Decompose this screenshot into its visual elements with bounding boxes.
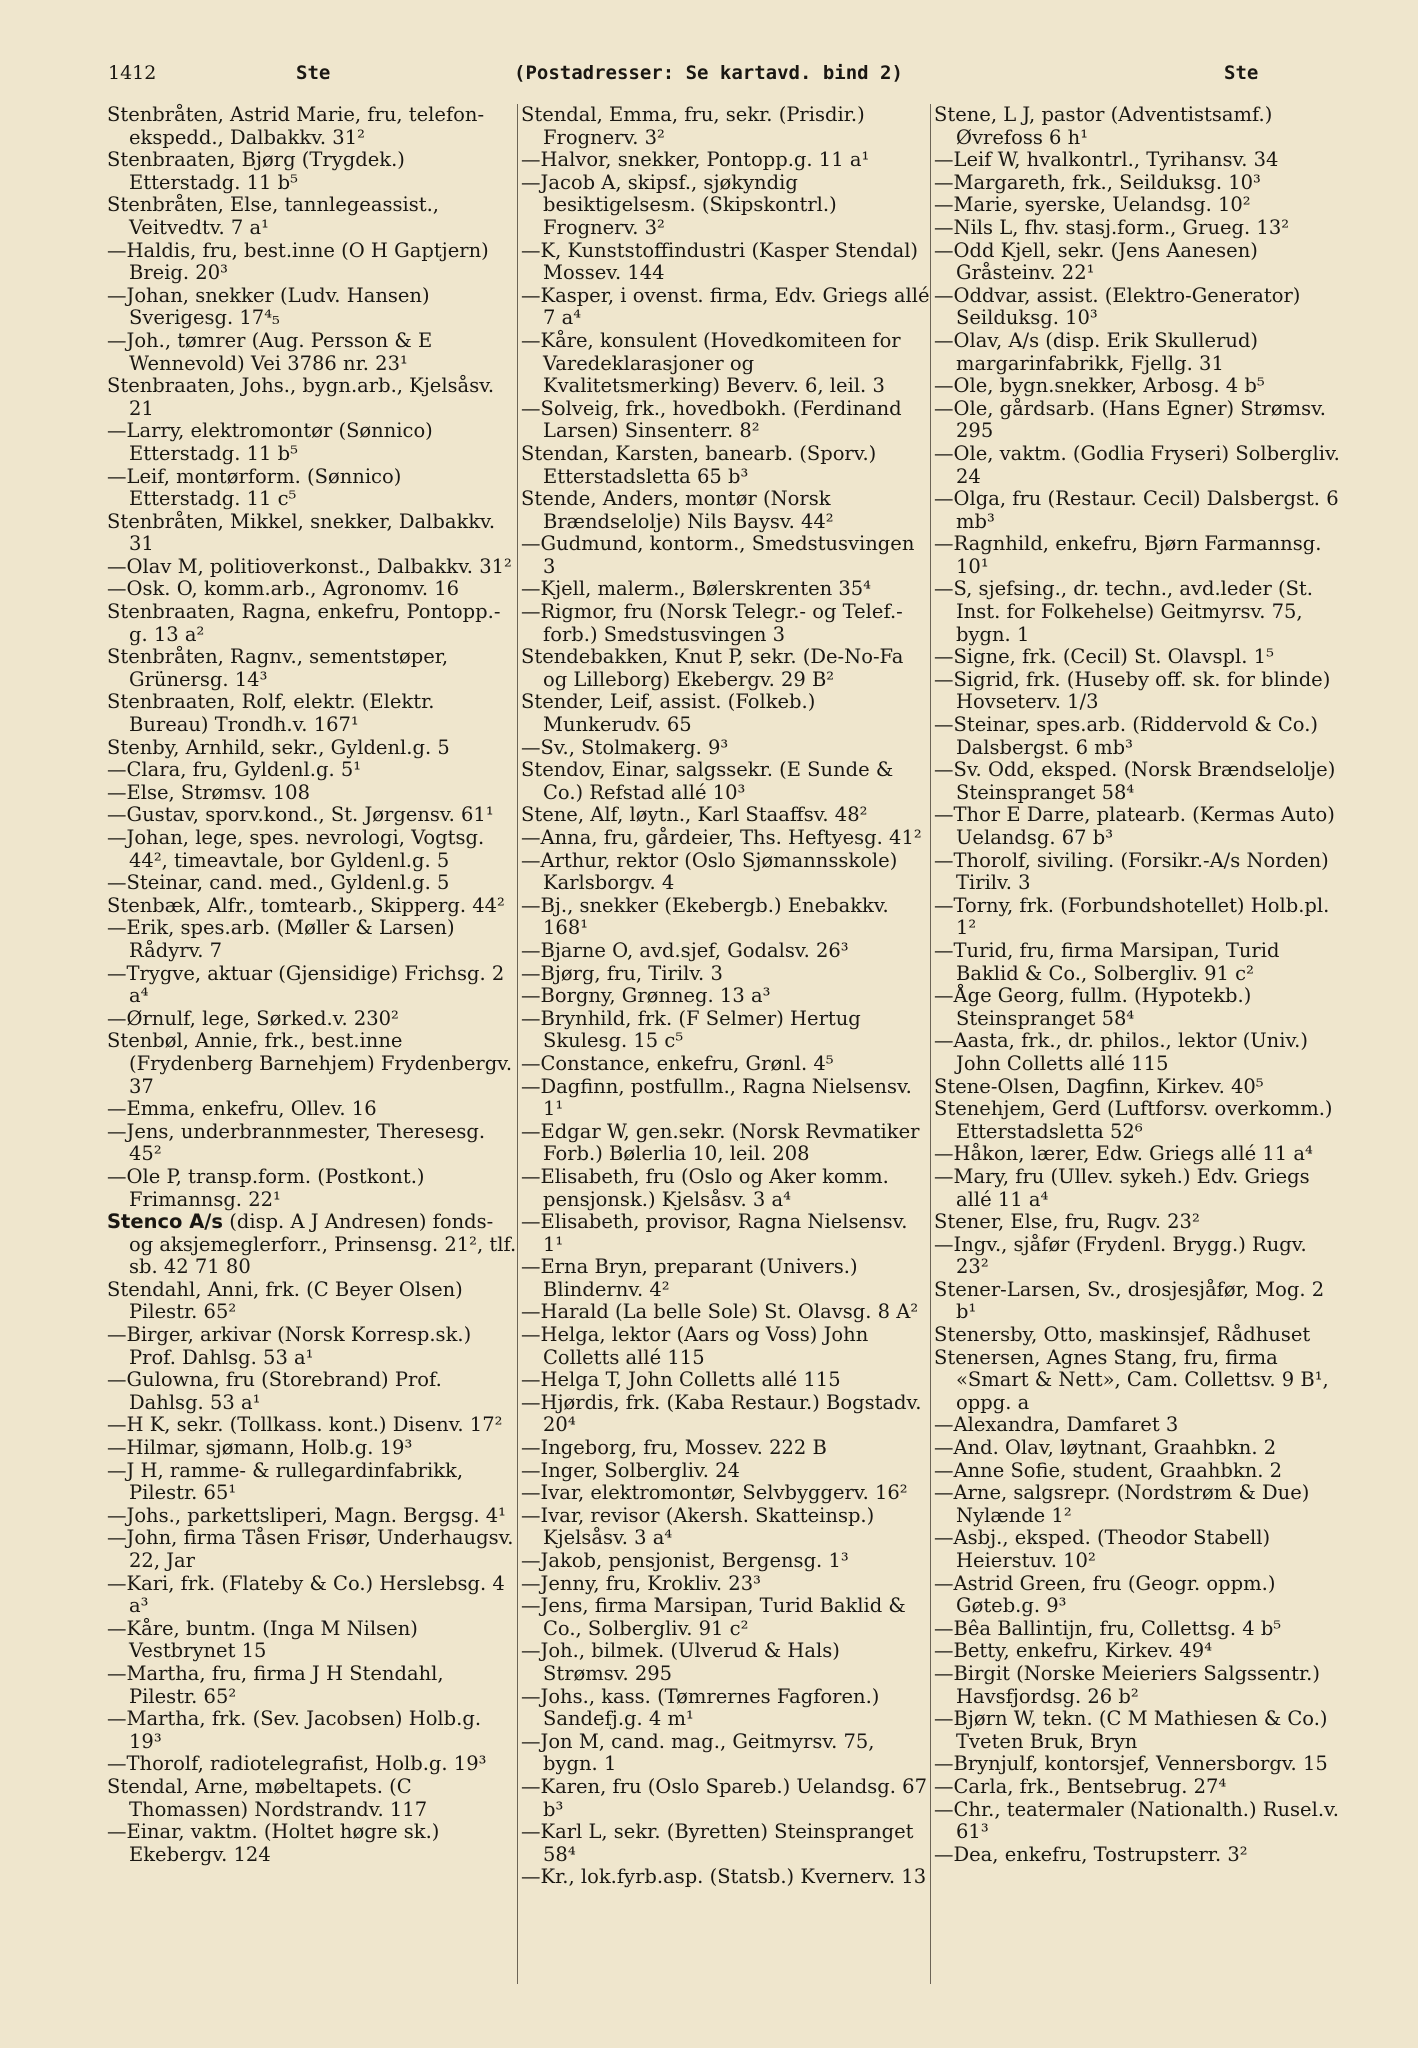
entry-text: Stenbraaten, Rolf, elektr. (Elektr. Bureau) Trondh.v. 167¹ <box>107 690 435 737</box>
entry-text: —Bj., snekker (Ekebergb.) Enebakkv. 168¹ <box>521 893 889 940</box>
directory-entry <box>934 375 1344 398</box>
directory-entry <box>521 1866 931 1889</box>
entry-text: Stener-Larsen, Sv., drosjesjåfør, Mog. 2 b¹ <box>934 1277 1325 1324</box>
entry-text: —Brynhild, frk. (F Selmer) Hertug Skulesg. 15 c⁵ <box>521 1006 861 1053</box>
entry-text: —Johan, lege, spes. nevrologi, Vogtsg. 44², timeavtale, bor Gyldenl.g. 5 <box>107 826 485 872</box>
directory-entry <box>934 285 1344 330</box>
entry-text: —Karl L, sekr. (Byretten) Steinspranget 58⁴ <box>521 1820 914 1866</box>
directory-entry <box>107 1369 517 1414</box>
directory-entry <box>521 1686 931 1731</box>
entry-text: —Helga T, John Colletts allé 115 <box>521 1368 841 1392</box>
entry-text: —Brynjulf, kontorsjef, Vennersborgv. 15 <box>934 1752 1328 1776</box>
entry-text: —Ingeborg, fru, Mossev. 222 B <box>521 1436 827 1460</box>
directory-entry <box>934 1437 1344 1460</box>
entry-text: —Arthur, rektor (Oslo Sjømannsskole) Karlsborgv. 4 <box>521 848 898 895</box>
entry-text: —Gustav, sporv.kond., St. Jørgensv. 61¹ <box>107 803 494 827</box>
directory-entry <box>107 1098 517 1121</box>
entry-text: —Elisabeth, provisor, Ragna Nielsensv. 1¹ <box>521 1210 908 1256</box>
entry-text: —Odd Kjell, sekr. (Jens Aanesen) Gråsteinv. 22¹ <box>934 238 1258 285</box>
directory-entry <box>934 1211 1344 1234</box>
entry-text: —John, firma Tåsen Frisør, Underhaugsv. 22, Jar <box>107 1526 514 1572</box>
directory-entry <box>934 398 1344 443</box>
directory-entry <box>934 669 1344 714</box>
entry-text: —Steinar, spes.arb. (Riddervold & Co.) Dalsbergst. 6 mb³ <box>934 713 1319 759</box>
directory-entry <box>934 1166 1344 1211</box>
entry-text: Stenbraaten, Ragna, enkefru, Pontopp.-g. 13 a² <box>107 600 501 646</box>
directory-entry <box>934 1640 1344 1663</box>
directory-entry <box>521 240 931 285</box>
directory-entry <box>107 1708 517 1753</box>
entry-text: —H K, sekr. (Tollkass. kont.) Disenv. 17² <box>107 1413 503 1437</box>
entry-text: —Ragnhild, enkefru, Bjørn Farmannsg. 10¹ <box>934 532 1322 578</box>
directory-entry <box>107 1121 517 1166</box>
directory-entry <box>107 1030 517 1098</box>
header-center-note: (Postadresser: Se kartavd. bind 2) <box>514 62 903 84</box>
entry-text: —Johan, snekker (Ludv. Hansen) Sverigesg. 17⁴₅ <box>107 283 430 330</box>
entry-text: —Johs., parkettsliperi, Magn. Bergsg. 4¹ <box>107 1503 506 1527</box>
entry-text: —K, Kunststoffindustri (Kasper Stendal) Mossev. 144 <box>521 238 919 285</box>
entry-text: —S, sjefsing., dr. techn., avd.leder (St. Inst. for Folkehelse) Geitmyrsv. 75, bygn. 1 <box>934 577 1313 646</box>
entry-text: —Martha, fru, firma J H Stendahl, Pilestr. 65² <box>107 1661 444 1708</box>
directory-entry <box>934 217 1344 240</box>
entry-text: —Asbj., eksped. (Theodor Stabell) Heierstuv. 10² <box>934 1526 1271 1572</box>
directory-entry <box>521 1460 931 1483</box>
entry-text: —Dea, enkefru, Tostrupsterr. 3² <box>934 1842 1248 1866</box>
directory-entry <box>521 601 931 646</box>
entry-text: —Betty, enkefru, Kirkev. 49⁴ <box>934 1639 1213 1663</box>
entry-text: —Hjørdis, frk. (Kaba Restaur.) Bogstadv. 20⁴ <box>521 1390 922 1437</box>
directory-entry <box>107 1776 517 1821</box>
entry-text: —Kasper, i ovenst. firma, Edv. Griegs allé 7 a⁴ <box>521 283 930 330</box>
directory-entry <box>934 1076 1344 1099</box>
directory-entry <box>934 488 1344 533</box>
entry-text: —Margareth, frk., Seilduksg. 10³ <box>934 170 1261 194</box>
directory-entry <box>107 737 517 760</box>
directory-entry <box>934 1324 1344 1347</box>
directory-entry <box>934 1482 1344 1527</box>
entry-text: —Anna, fru, gårdeier, Ths. Heftyesg. 41² <box>521 826 922 849</box>
directory-entry <box>934 1527 1344 1572</box>
directory-entry <box>934 1098 1344 1143</box>
entry-text: —Mary, fru (Ullev. sykeh.) Edv. Griegs allé 11 a⁴ <box>934 1164 1310 1211</box>
directory-entry <box>521 737 931 760</box>
directory-entry <box>107 330 517 375</box>
entry-text: Stende, Anders, montør (Norsk Brændselolje) Nils Baysv. 44² <box>521 487 834 533</box>
entry-text: Stenersen, Agnes Stang, fru, firma «Smart & Nett», Cam. Collettsv. 9 B¹, oppg. a <box>934 1345 1329 1414</box>
directory-entry <box>107 375 517 420</box>
entry-text: —Sigrid, frk. (Huseby off. sk. for blinde) Hovseterv. 1/3 <box>934 667 1331 714</box>
entry-text: Stener, Else, fru, Rugv. 23² <box>934 1210 1200 1234</box>
directory-entry <box>521 804 931 827</box>
entry-text: —Erna Bryn, preparant (Univers.) Blindernv. 4² <box>521 1255 858 1301</box>
column-1 <box>107 104 517 1866</box>
directory-entry <box>107 1324 517 1369</box>
directory-entry <box>107 285 517 330</box>
directory-entry <box>934 172 1344 195</box>
directory-entry <box>107 194 517 239</box>
entry-text: —Steinar, cand. med., Gyldenl.g. 5 <box>107 871 450 895</box>
column-2 <box>521 104 931 1889</box>
directory-entry <box>934 1279 1344 1324</box>
entry-text: —Johs., kass. (Tømrernes Fagforen.) Sandefj.g. 4 m¹ <box>521 1684 880 1731</box>
directory-entry <box>934 578 1344 646</box>
directory-entry <box>107 1663 517 1708</box>
entry-text: —Kåre, buntm. (Inga M Nilsen) Vestbrynet 15 <box>107 1616 418 1663</box>
directory-entry <box>521 285 931 330</box>
entry-text: —Jon M, cand. mag., Geitmyrsv. 75, bygn. 1 <box>521 1729 875 1776</box>
directory-entry <box>934 104 1344 149</box>
entry-text: —Signe, frk. (Cecil) St. Olavspl. 1⁵ <box>934 645 1274 669</box>
entry-text: Stene-Olsen, Dagfinn, Kirkev. 40⁵ <box>934 1074 1264 1098</box>
directory-entry <box>107 1437 517 1460</box>
directory-entry <box>521 578 931 601</box>
directory-entry <box>521 1821 931 1866</box>
entry-text: —Bêa Ballintijn, fru, Collettsg. 4 b⁵ <box>934 1616 1282 1640</box>
directory-entry <box>521 1731 931 1776</box>
directory-entry <box>521 1776 931 1821</box>
entry-text: —Trygve, aktuar (Gjensidige) Frichsg. 2 a⁴ <box>107 961 505 1008</box>
directory-entry <box>521 940 931 963</box>
entry-text: —Gudmund, kontorm., Smedstusvingen 3 <box>521 532 915 578</box>
entry-text: Stender, Leif, assist. (Folkeb.) Munkerudv. 65 <box>521 690 816 737</box>
directory-entry <box>934 1844 1344 1867</box>
directory-entry <box>934 443 1344 488</box>
directory-entry <box>107 578 517 601</box>
directory-entry <box>521 1121 931 1166</box>
entry-text: —And. Olav, løytnant, Graahbkn. 2 <box>934 1436 1277 1460</box>
directory-entry <box>934 850 1344 895</box>
directory-entry <box>521 1301 931 1324</box>
entry-text: —Kari, frk. (Flateby & Co.) Herslebsg. 4 a³ <box>107 1571 505 1618</box>
directory-entry <box>934 759 1344 804</box>
entry-text: —Rigmor, fru (Norsk Telegr.- og Telef.-forb.) Smedstusvingen 3 <box>521 600 903 646</box>
entry-text: —Turid, fru, firma Marsipan, Turid Baklid & Co., Solbergliv. 91 c² <box>934 938 1280 985</box>
entry-text: —Joh., tømrer (Aug. Persson & E Wennevold) Vei 3786 nr. 23¹ <box>107 328 433 375</box>
directory-entry <box>521 850 931 895</box>
entry-text: —Arne, salgsrepr. (Nordstrøm & Due) Nylænde 1² <box>934 1481 1310 1527</box>
entry-text: —Bjørg, fru, Tirilv. 3 <box>521 961 723 985</box>
entry-text: Stendahl, Anni, frk. (C Beyer Olsen) Pilestr. 65² <box>107 1277 463 1324</box>
entry-text: Stendov, Einar, salgssekr. (E Sunde & Co.) Refstad allé 10³ <box>521 758 894 804</box>
directory-entry <box>107 1505 517 1528</box>
entry-text: Stendal, Arne, møbeltapets. (C Thomassen) Nordstrandv. 117 <box>107 1774 428 1821</box>
entry-text: —Ole, vaktm. (Godlia Fryseri) Solbergliv. 24 <box>934 441 1340 488</box>
directory-entry <box>934 1573 1344 1618</box>
entry-text: —Olav, A/s (disp. Erik Skullerud) margarinfabrikk, Fjellg. 31 <box>934 328 1259 375</box>
entry-text: —Haldis, fru, best.inne (O H Gaptjern) Breig. 20³ <box>107 238 489 285</box>
entry-text: —Clara, fru, Gyldenl.g. 5¹ <box>107 758 362 782</box>
directory-entry <box>521 1640 931 1685</box>
entry-text: —Helga, lektor (Aars og Voss) John Colletts allé 115 <box>521 1323 869 1369</box>
entry-text: Stenersby, Otto, maskinsjef, Rådhuset <box>934 1323 1311 1347</box>
directory-entry <box>107 827 517 872</box>
entry-text: —Alexandra, Damfaret 3 <box>934 1413 1179 1437</box>
entry-text: —Bjørn W, tekn. (C M Mathiesen & Co.) Tveten Bruk, Bryn <box>934 1707 1328 1753</box>
directory-entry <box>107 601 517 646</box>
entry-text: —Thorolf, siviling. (Forsikr.-A/s Norden) Tirilv. 3 <box>934 848 1329 895</box>
entry-text: Stenco A/s <box>107 1210 224 1234</box>
directory-entry <box>521 1595 931 1640</box>
directory-entry <box>521 1076 931 1121</box>
directory-entry <box>934 1663 1344 1708</box>
directory-entry <box>521 1053 931 1076</box>
entry-text: —Sv. Odd, eksped. (Norsk Brændselolje) Steinspranget 58⁴ <box>934 758 1336 804</box>
entry-text: Stendebakken, Knut P, sekr. (De-No-Fa og Lilleborg) Ekebergv. 29 B² <box>521 645 904 691</box>
entry-text: —Ole P, transp.form. (Postkont.) Frimannsg. 22¹ <box>107 1164 425 1211</box>
entry-text: —Edgar W, gen.sekr. (Norsk Revmatiker Forb.) Bølerlia 10, leil. 208 <box>521 1119 920 1166</box>
directory-entry <box>934 646 1344 669</box>
directory-entry <box>521 1256 931 1301</box>
entry-text: —Solveig, frk., hovedbokh. (Ferdinand Larsen) Sinsenterr. 8² <box>521 396 902 443</box>
entry-text: —Inger, Solbergliv. 24 <box>521 1458 740 1482</box>
entry-text: Stenbråten, Else, tannlegeassist., Veitvedtv. 7 a¹ <box>107 193 439 239</box>
entry-text: —Marie, syerske, Uelandsg. 10² <box>934 193 1251 217</box>
entry-text: —Karen, fru (Oslo Spareb.) Uelandsg. 67 b³ <box>521 1774 927 1821</box>
directory-entry <box>521 691 931 736</box>
directory-entry <box>934 804 1344 849</box>
directory-entry <box>521 963 931 986</box>
directory-entry <box>521 1369 931 1392</box>
directory-entry <box>107 1279 517 1324</box>
entry-text: —Åge Georg, fullm. (Hypotekb.) Steinspranget 58⁴ <box>934 984 1252 1030</box>
directory-entry <box>107 240 517 285</box>
entry-text: —Jens, underbrannmester, Theresesg. 45² <box>107 1119 486 1166</box>
directory-entry <box>521 895 931 940</box>
entry-text: —Ivar, revisor (Akersh. Skatteinsp.) Kjelsåsv. 3 a⁴ <box>521 1503 875 1550</box>
entry-text: —Ole, gårdsarb. (Hans Egner) Strømsv. 295 <box>934 396 1327 443</box>
entry-text: —Sv., Stolmakerg. 9³ <box>521 735 729 759</box>
entry-text: Stenbråten, Mikkel, snekker, Dalbakkv. 31 <box>107 509 496 556</box>
directory-entry <box>521 1505 931 1550</box>
directory-entry <box>521 1324 931 1369</box>
directory-entry <box>934 149 1344 172</box>
directory-entry <box>521 443 931 488</box>
directory-entry <box>521 1437 931 1460</box>
entry-text: Stenbråten, Astrid Marie, fru, telefon-ekspedd., Dalbakkv. 31² <box>107 103 485 149</box>
directory-entry <box>107 963 517 1008</box>
entry-rest: (disp. A J Andresen) fonds- og aksjemeglerforr., Prinsensg. 21², tlf. sb. 42 71 80 <box>129 1210 517 1279</box>
directory-entry <box>521 398 931 443</box>
entry-text: —Osk. O, komm.arb., Agronomv. 16 <box>107 577 460 601</box>
directory-entry <box>934 240 1344 285</box>
entry-text: Stenbøl, Annie, frk., best.inne (Frydenberg Barnehjem) Frydenbergv. 37 <box>107 1029 513 1098</box>
entry-text: Stenbraaten, Johs., bygn.arb., Kjelsåsv. 21 <box>107 374 495 420</box>
entry-text: Stendal, Emma, fru, sekr. (Prisdir.) Frognerv. 3² <box>521 103 865 149</box>
directory-entry <box>521 646 931 691</box>
entry-text: —Birger, arkivar (Norsk Korresp.sk.) Prof. Dahlsg. 53 a¹ <box>107 1323 472 1369</box>
entry-text: —Jenny, fru, Krokliv. 23³ <box>521 1571 761 1595</box>
directory-entry <box>521 149 931 172</box>
entry-text: —Hilmar, sjømann, Holb.g. 19³ <box>107 1436 413 1460</box>
directory-entry <box>107 1414 517 1437</box>
entry-text: Stenby, Arnhild, sekr., Gyldenl.g. 5 <box>107 735 450 759</box>
directory-entry <box>521 1166 931 1211</box>
entry-text: —Constance, enkefru, Grønl. 4⁵ <box>521 1051 834 1075</box>
entry-text: —Olav M, politioverkonst., Dalbakkv. 31² <box>107 554 512 578</box>
directory-entry <box>107 646 517 691</box>
directory-entry <box>107 1527 517 1572</box>
entry-text: Stenehjem, Gerd (Luftforsv. overkomm.) Etterstadsletta 52⁶ <box>934 1097 1333 1143</box>
directory-entry <box>107 1618 517 1663</box>
directory-entry <box>934 1799 1344 1844</box>
entry-text: —Nils L, fhv. stasj.form., Grueg. 13² <box>934 215 1290 239</box>
directory-entry <box>521 1573 931 1596</box>
entry-text: —Borgny, Grønneg. 13 a³ <box>521 984 771 1008</box>
entry-text: —Harald (La belle Sole) St. Olavsg. 8 A² <box>521 1300 919 1324</box>
directory-entry <box>107 1166 517 1211</box>
directory-entry <box>934 1030 1344 1075</box>
entry-text: —Jacob A, skipsf., sjøkyndig besiktigelsesm. (Skipskontrl.) Frognerv. 3² <box>521 170 837 239</box>
directory-entry <box>107 556 517 579</box>
entry-text: Stene, L J, pastor (Adventistsamf.) Øvrefoss 6 h¹ <box>934 103 1273 149</box>
entry-text: —Joh., bilmek. (Ulverud & Hals) Strømsv. 295 <box>521 1639 840 1685</box>
entry-text: —Halvor, snekker, Pontopp.g. 11 a¹ <box>521 148 870 172</box>
entry-text: —Larry, elektromontør (Sønnico) Etterstadg. 11 b⁵ <box>107 419 433 465</box>
directory-entry <box>934 1618 1344 1641</box>
directory-entry <box>934 1753 1344 1776</box>
directory-entry <box>521 1211 931 1256</box>
entry-text: —Jakob, pensjonist, Bergensg. 1³ <box>521 1549 849 1572</box>
directory-entry <box>521 1482 931 1505</box>
entry-text: —Thorolf, radiotelegrafist, Holb.g. 19³ <box>107 1752 487 1776</box>
directory-entry <box>521 1392 931 1437</box>
directory-entry <box>934 1234 1344 1279</box>
entry-text: —Else, Strømsv. 108 <box>107 780 310 804</box>
entry-text: —Håkon, lærer, Edw. Griegs allé 11 a⁴ <box>934 1142 1313 1166</box>
entry-text: —Olga, fru (Restaur. Cecil) Dalsbergst. 6 mb³ <box>934 487 1339 533</box>
entry-text: —Birgit (Norske Meieriers Salgssentr.) Havsfjordsg. 26 b² <box>934 1661 1320 1708</box>
directory-entry <box>521 1550 931 1573</box>
directory-entry <box>107 917 517 962</box>
entry-text: —Gulowna, fru (Storebrand) Prof. Dahlsg. 53 a¹ <box>107 1368 442 1414</box>
entry-text: —Thor E Darre, platearb. (Kermas Auto) Uelandsg. 67 b³ <box>934 803 1335 849</box>
directory-entry <box>934 1414 1344 1437</box>
entry-text: —Einar, vaktm. (Holtet høgre sk.) Ekebergv. 124 <box>107 1820 440 1866</box>
entry-text: —Leif W, hvalkontrl., Tyrihansv. 34 <box>934 148 1279 172</box>
entry-text: —Oddvar, assist. (Elektro-Generator) Seilduksg. 10³ <box>934 283 1301 330</box>
directory-entry <box>934 940 1344 985</box>
entry-text: —Ole, bygn.snekker, Arbosg. 4 b⁵ <box>934 374 1265 398</box>
directory-entry <box>521 172 931 240</box>
column-divider <box>517 104 518 1984</box>
directory-entry <box>934 1776 1344 1799</box>
entry-text: —Anne Sofie, student, Graahbkn. 2 <box>934 1458 1283 1482</box>
directory-entry <box>107 1008 517 1031</box>
directory-entry <box>521 1008 931 1053</box>
directory-entry <box>934 895 1344 940</box>
entry-text: —Kr., lok.fyrb.asp. (Statsb.) Kvernerv. 13 <box>521 1865 927 1889</box>
entry-text: —Leif, montørform. (Sønnico) Etterstadg. 11 c⁵ <box>107 464 402 511</box>
directory-entry <box>934 1143 1344 1166</box>
directory-entry <box>107 782 517 805</box>
directory-entry <box>107 895 517 918</box>
directory-entry <box>107 149 517 194</box>
entry-text: —Elisabeth, fru (Oslo og Aker komm. pensjonsk.) Kjelsåsv. 3 a⁴ <box>521 1164 889 1211</box>
directory-entry <box>107 420 517 465</box>
entry-text: —Kåre, konsulent (Hovedkomiteen for Varedeklarasjoner og Kvalitetsmerking) Beverv. 6, leil. 3 <box>521 328 901 398</box>
entry-text: —Kjell, malerm., Bølerskrenten 35⁴ <box>521 577 872 601</box>
header-right-keyword: Ste <box>1224 62 1259 84</box>
directory-entry <box>934 330 1344 375</box>
entry-text: —Dagfinn, postfullm., Ragna Nielsensv. 1¹ <box>521 1074 912 1121</box>
directory-entry <box>521 104 931 149</box>
directory-entry <box>107 1573 517 1618</box>
entry-text: —Torny, frk. (Forbundshotellet) Holb.pl. 1² <box>934 893 1330 940</box>
directory-entry <box>934 1347 1344 1415</box>
directory-entry <box>107 1753 517 1776</box>
entry-text: —Martha, frk. (Sev. Jacobsen) Holb.g. 19³ <box>107 1707 482 1753</box>
directory-entry <box>107 511 517 556</box>
directory-entry <box>934 985 1344 1030</box>
directory-entry <box>107 1211 517 1279</box>
directory-entry <box>107 759 517 782</box>
entry-text: —J H, ramme- & rullegardinfabrikk, Pilestr. 65¹ <box>107 1458 464 1505</box>
directory-entry <box>521 827 931 850</box>
directory-entry <box>107 804 517 827</box>
entry-text: —Bjarne O, avd.sjef, Godalsv. 26³ <box>521 938 849 962</box>
directory-entry <box>107 1460 517 1505</box>
entry-text: Stendan, Karsten, banearb. (Sporv.) Etterstadsletta 65 b³ <box>521 441 877 488</box>
directory-entry <box>521 985 931 1008</box>
entry-text: —Emma, enkefru, Ollev. 16 <box>107 1097 377 1121</box>
entry-text: Stenbæk, Alfr., tomtearb., Skipperg. 44² <box>107 893 505 917</box>
directory-entry <box>107 466 517 511</box>
entry-text: —Ingv., sjåfør (Frydenl. Brygg.) Rugv. 23² <box>934 1232 1307 1279</box>
entry-text: —Erik, spes.arb. (Møller & Larsen) Rådyrv. 7 <box>107 916 455 962</box>
column-3 <box>934 104 1344 1866</box>
page-header <box>104 62 1334 92</box>
header-left-keyword: Ste <box>296 62 331 84</box>
entry-text: —Ørnulf, lege, Sørked.v. 230² <box>107 1006 399 1030</box>
directory-entry <box>934 714 1344 759</box>
entry-text: —Astrid Green, fru (Geogr. oppm.) Gøteb.g. 9³ <box>934 1571 1276 1618</box>
entry-text: —Carla, frk., Bentsebrug. 27⁴ <box>934 1774 1227 1798</box>
entry-text: —Ivar, elektromontør, Selvbyggerv. 16² <box>521 1481 908 1505</box>
entry-text: Stene, Alf, løytn., Karl Staaffsv. 48² <box>521 803 868 827</box>
directory-entry <box>107 104 517 149</box>
directory-entry <box>934 533 1344 578</box>
directory-entry <box>107 872 517 895</box>
directory-entry <box>934 194 1344 217</box>
entry-text: —Aasta, frk., dr. philos., lektor (Univ.) John Colletts allé 115 <box>934 1029 1308 1075</box>
directory-entry <box>934 1460 1344 1483</box>
entry-text: Stenbraaten, Bjørg (Trygdek.) Etterstadg. 11 b⁵ <box>107 148 405 194</box>
directory-entry <box>521 759 931 804</box>
entry-text: —Jens, firma Marsipan, Turid Baklid & Co., Solbergliv. 91 c² <box>521 1594 906 1640</box>
directory-entry <box>107 1821 517 1866</box>
entry-text: —Chr., teatermaler (Nationalth.) Rusel.v. 61³ <box>934 1797 1339 1844</box>
directory-entry <box>521 533 931 578</box>
page-number: 1412 <box>108 62 157 84</box>
directory-entry <box>107 691 517 736</box>
directory-entry <box>521 488 931 533</box>
entry-text: Stenbråten, Ragnv., sementstøper, Grünersg. 14³ <box>107 645 449 691</box>
directory-entry <box>521 330 931 398</box>
directory-entry <box>934 1708 1344 1753</box>
